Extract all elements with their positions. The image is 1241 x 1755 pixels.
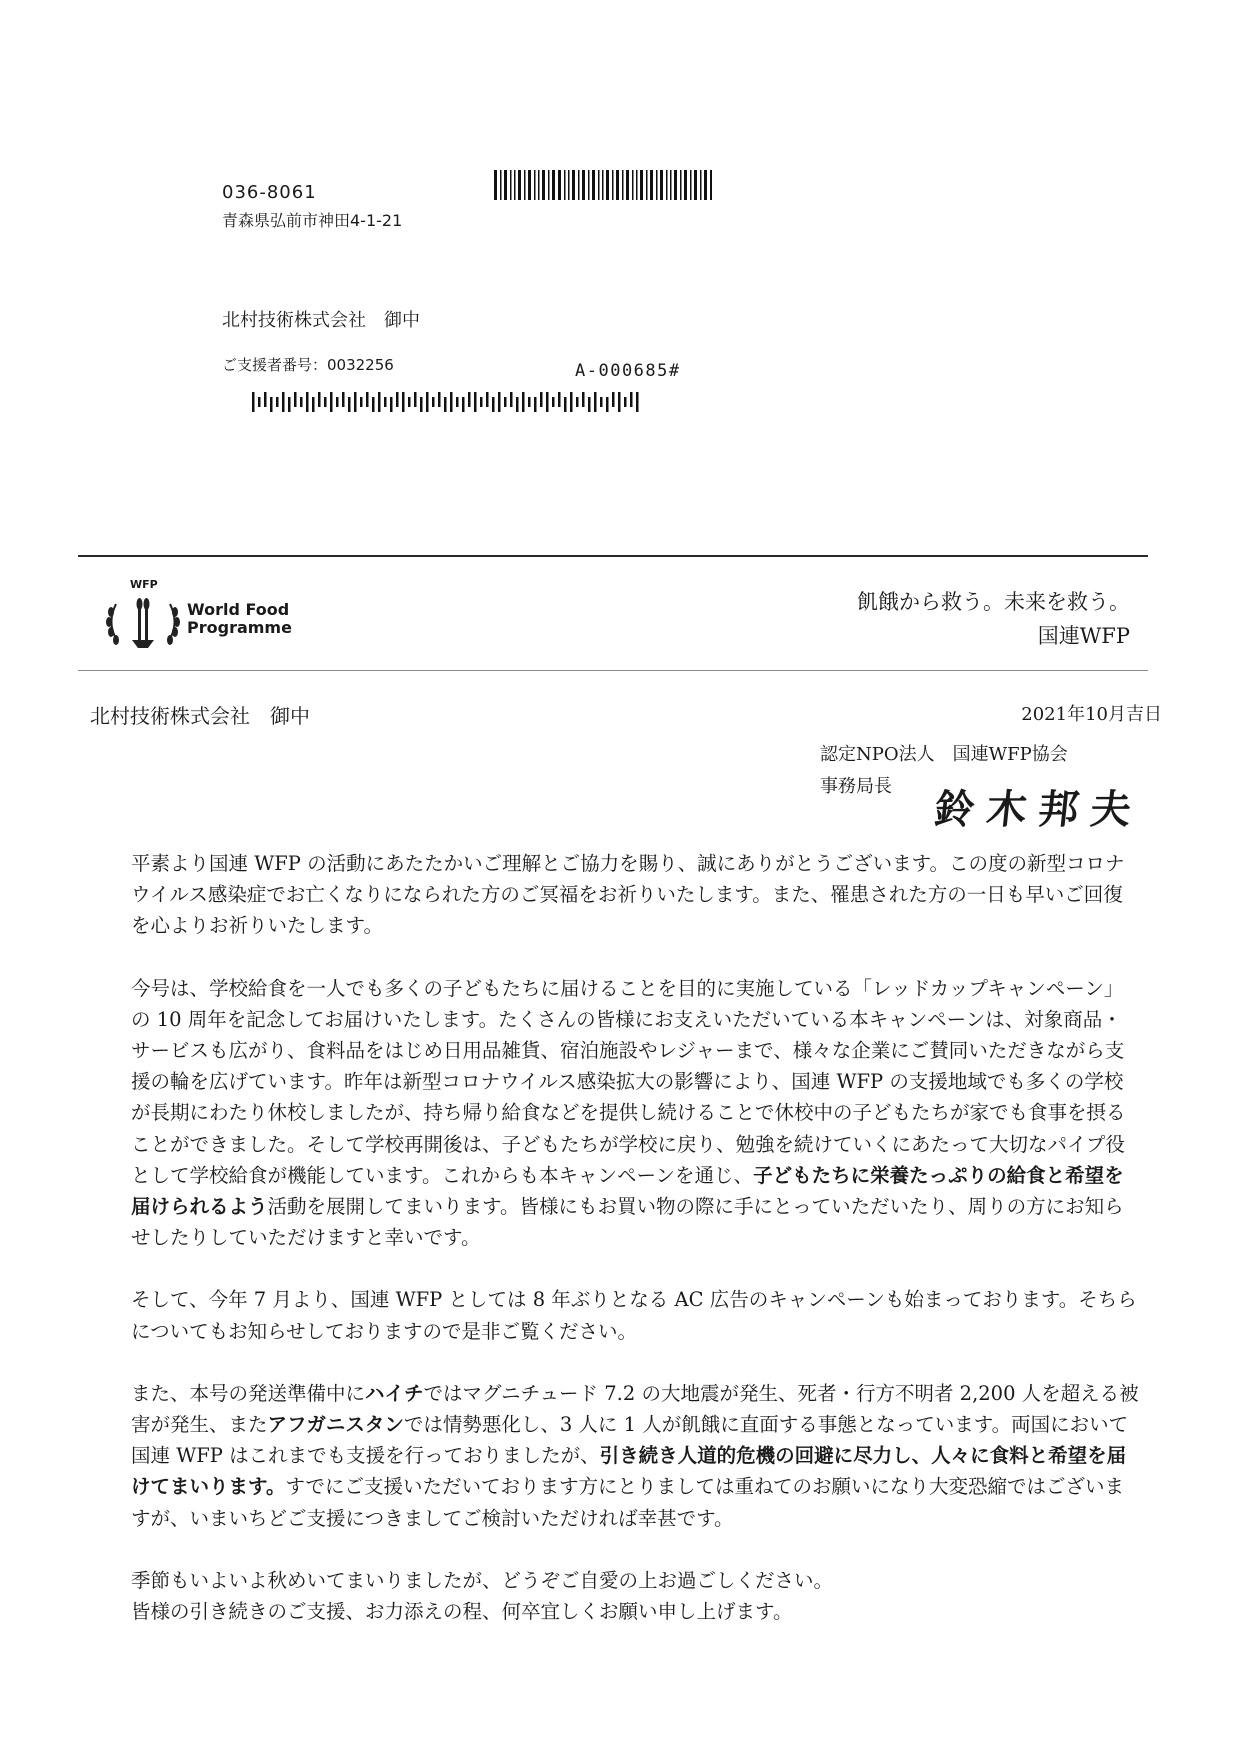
header-divider xyxy=(78,555,1148,557)
slogan: 飢餓から救う。未来を救う。 xyxy=(857,590,1130,614)
paragraph-campaign: 今号は、学校給食を一人でも多くの子どもたちに届けることを目的に実施している「レッドカップキャンペーン」の 10 周年を記念してお届けいたします。たくさんの皆様にお支えいただいている本キャンペーンは、対象商品・サービスも広がり、食料品をはじめ日用品雑貨、宿泊施設やレジャーまで、様々な企業にご賛同いただきながら支援の輪を広げています。昨年は新型コロナウイルス感染拡大の影響により、国連 WFP の支援地域でも多くの学校が長期にわたり休校しましたが、持ち帰り給食などを提供し続けることで休校中の子どもたちが家でも食事を摂ることができました。そして学校再開後は、子どもたちが学校に戻り、勉強を続けていくにあたって大切なパイプ役として学校給食が機能しています。これからも本キャンペーンを通じ、子どもたちに栄養たっぷりの給食と希望を届けられるよう活動を展開してまいります。皆様にもお買い物の際に手にとっていただいたり、周りの方にお知らせしたりしていただけますと幸いです。 xyxy=(131,976,1126,1250)
letter-body xyxy=(131,848,1141,1627)
sender-organization: 認定NPO法人 国連WFP協会 xyxy=(820,744,1068,765)
logo-divider xyxy=(78,670,1148,671)
reference-code: A-000685# xyxy=(575,361,681,381)
letter-addressee: 北村技術株式会社 御中 xyxy=(90,704,310,728)
sender-title: 事務局長 xyxy=(820,776,892,797)
recipient-address: 青森県弘前市神田4-1-21 xyxy=(222,211,403,230)
paragraph-ac-ad: そして、今年 7 月より、国連 WFP としては 8 年ぶりとなる AC 広告のキャンペーンも始まっております。そちらについてもお知らせしておりますので是非ご覧ください。 xyxy=(131,1288,1137,1343)
paragraph-closing: 季節もいよいよ秋めいてまいりましたが、どうぞご自愛の上お過ごしください。 皆様の引き続きのご支援、お力添えの程、何卒宜しくお願い申し上げます。 xyxy=(131,1568,834,1624)
supporter-number: ご支援者番号：0032256 xyxy=(222,356,394,374)
org-mark: 国連WFP xyxy=(1037,624,1130,648)
logo-world-food: World Food xyxy=(187,600,290,619)
recipient-name: 北村技術株式会社 御中 xyxy=(222,310,420,331)
signature: 鈴木邦夫 xyxy=(932,786,1146,833)
logo-wfp-text: WFP xyxy=(130,578,158,591)
postal-barcode xyxy=(252,392,642,412)
paragraph-greeting: 平素より国連 WFP の活動にあたたかいご理解とご協力を賜り、誠にありがとうございます。この度の新型コロナウイルス感染症でお亡くなりになられた方のご冥福をお祈りいたします。また、罹患された方の一日も早いご回復を心よりお祈りいたします。 xyxy=(131,852,1125,938)
wfp-emblem-icon xyxy=(104,590,182,654)
letter-date: 2021年10月吉日 xyxy=(1021,704,1162,725)
paragraph-emergency: また、本号の発送準備中にハイチではマグニチュード 7.2 の大地震が発生、死者・行方不明者 2,200 人を超える被害が発生、またアフガニスタンでは情勢悪化し、3 人に 1 人が飢餓に直面する事態となっています。両国において国連 WFP はこれまでも支援を行っておりましたが、引き続き人道的危機の回避に尽力し、人々に食料と希望を届けてまいります。すでにご支援いただいております方にとりましては重ねてのお願いになり大変恐縮ではございますが、いまいちどご支援につきましてご検討いただければ幸甚です。 xyxy=(131,1381,1139,1530)
barcode-top xyxy=(494,170,714,200)
logo-programme: Programme xyxy=(187,618,292,637)
postal-code: 036-8061 xyxy=(222,182,317,203)
